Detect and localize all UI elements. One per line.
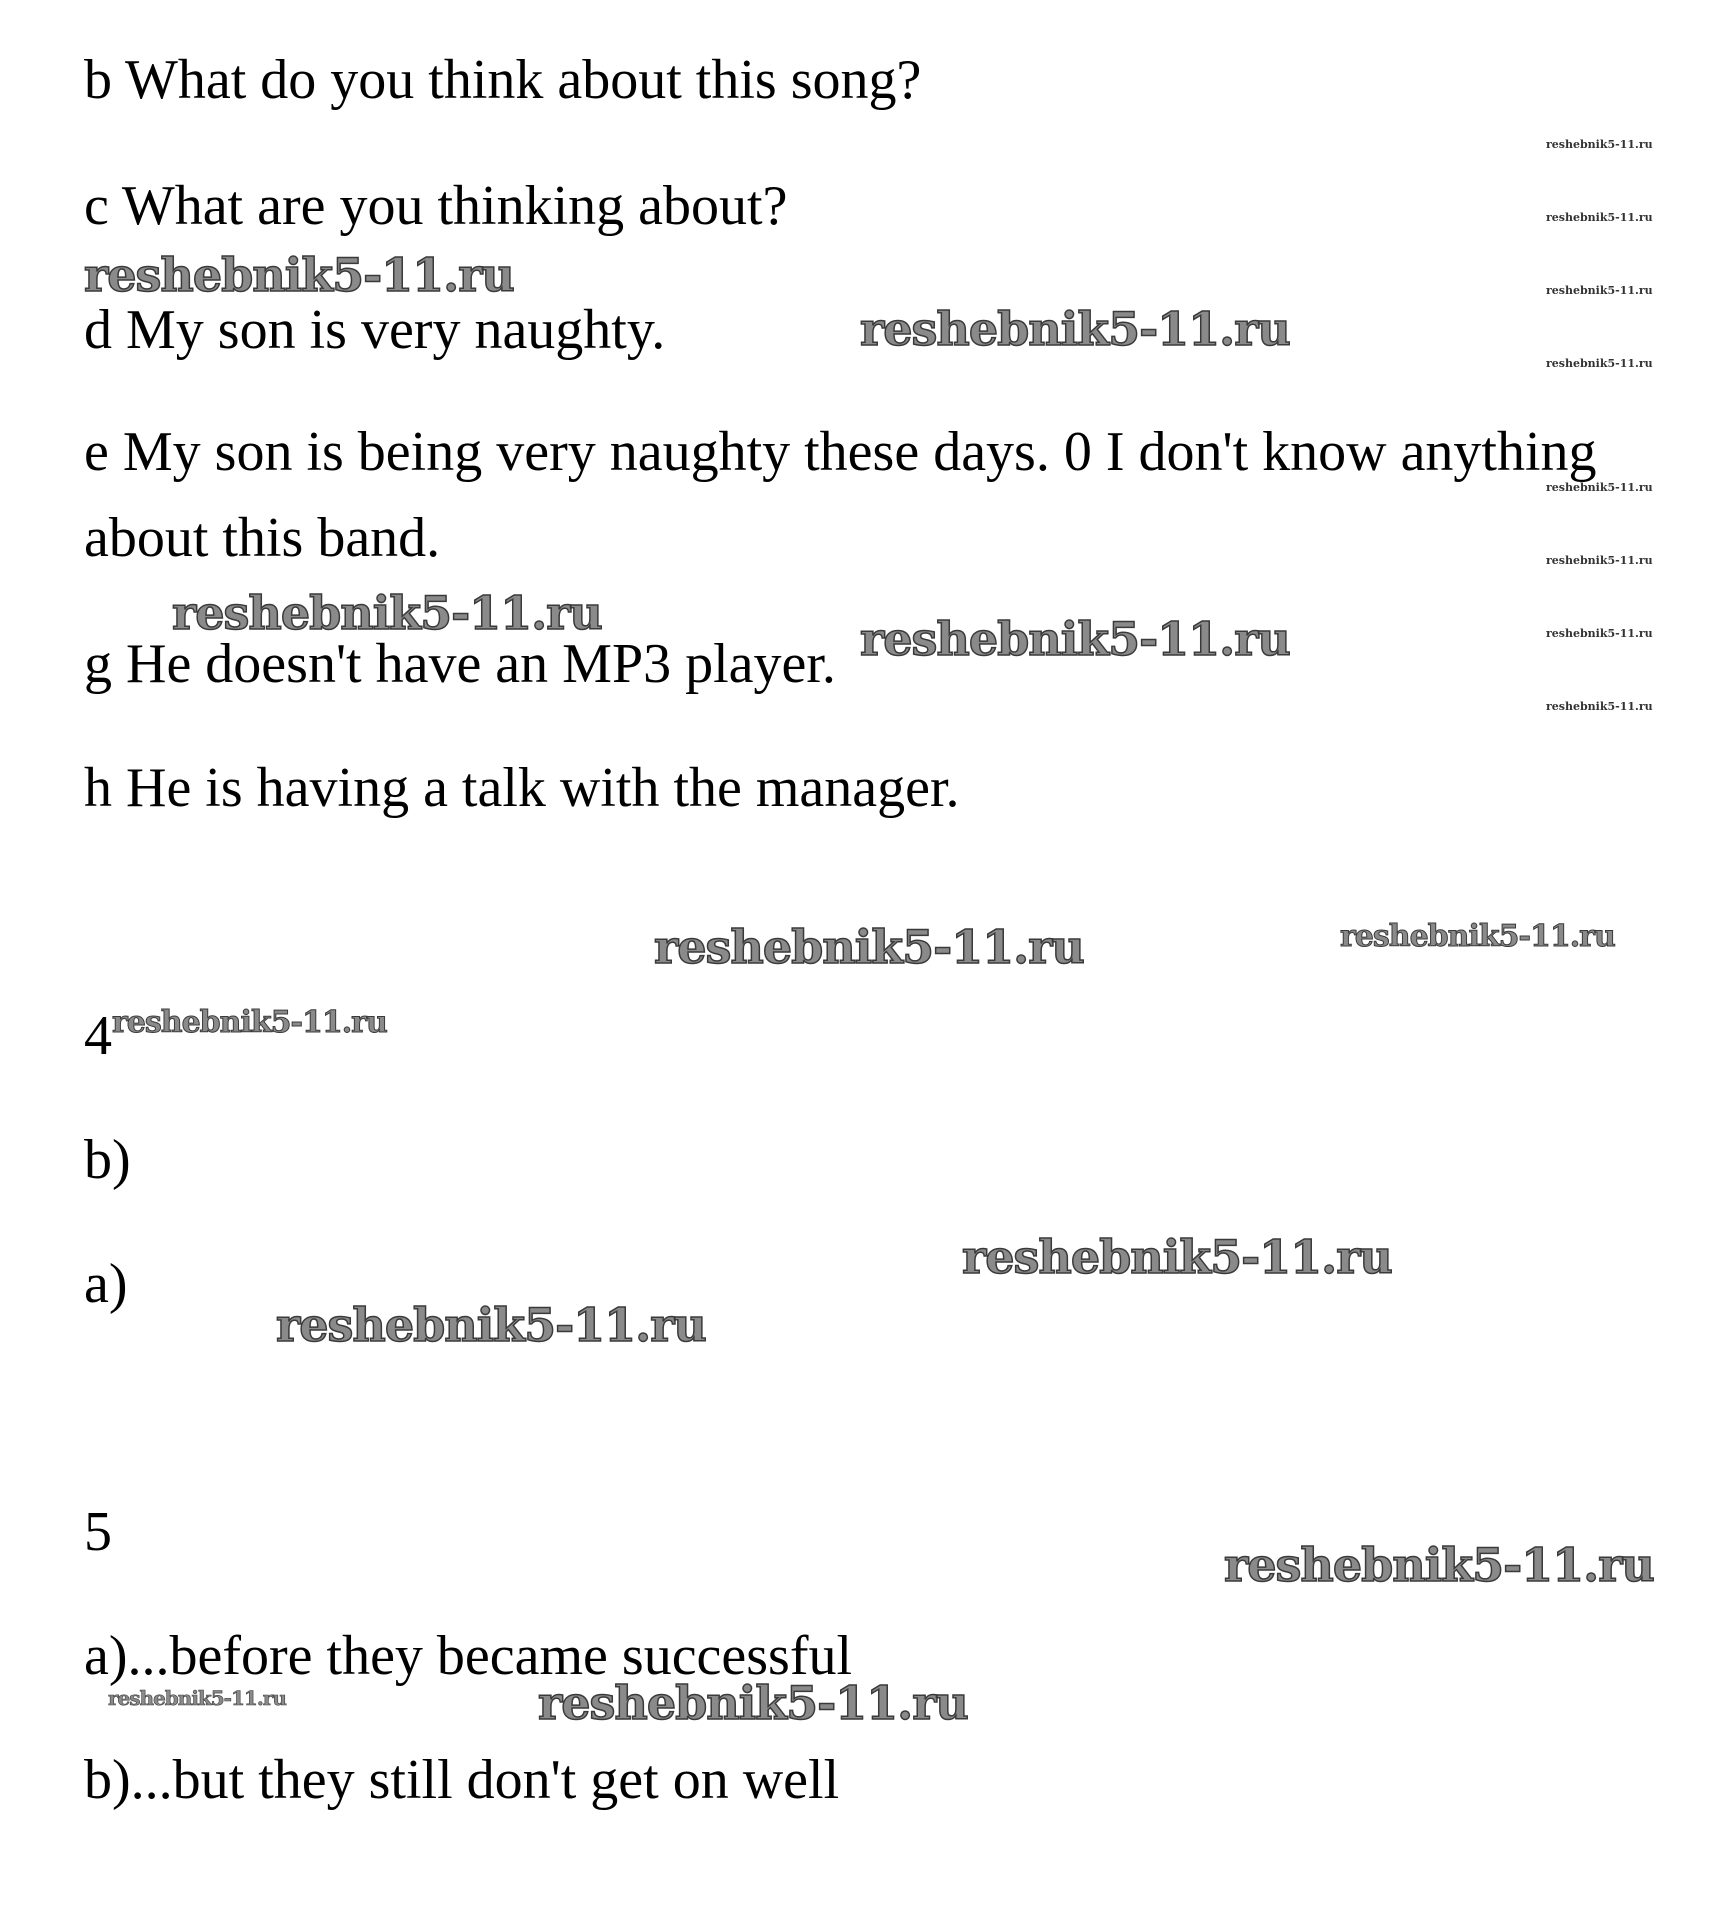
watermark: reshebnik5-11.ru: [84, 248, 514, 302]
watermark: reshebnik5-11.ru: [1546, 627, 1653, 640]
watermark: reshebnik5-11.ru: [1546, 700, 1653, 713]
watermark: reshebnik5-11.ru: [860, 612, 1290, 666]
watermark: reshebnik5-11.ru: [654, 920, 1084, 974]
watermark: reshebnik5-11.ru: [1546, 357, 1653, 370]
text-line-d-naughty: d My son is very naughty.: [84, 299, 666, 361]
watermark: reshebnik5-11.ru: [860, 302, 1290, 356]
text-line-e-being-naughty: e My son is being very naughty these days. 0 I don't know anything: [84, 421, 1597, 483]
watermark: reshebnik5-11.ru: [1546, 481, 1653, 494]
watermark: reshebnik5-11.ru: [962, 1230, 1392, 1284]
watermark: reshebnik5-11.ru: [1340, 919, 1615, 954]
watermark: reshebnik5-11.ru: [172, 586, 602, 640]
watermark: reshebnik5-11.ru: [108, 1686, 286, 1710]
text-line-b-song: b What do you think about this song?: [84, 49, 922, 111]
text-line-h-manager: h He is having a talk with the manager.: [84, 757, 960, 819]
text-line-g-mp3: g He doesn't have an MP3 player.: [84, 633, 836, 695]
section-number-4: 4: [84, 1005, 112, 1067]
watermark: reshebnik5-11.ru: [1546, 554, 1653, 567]
watermark: reshebnik5-11.ru: [112, 1005, 387, 1040]
watermark: reshebnik5-11.ru: [538, 1676, 968, 1730]
watermark: reshebnik5-11.ru: [1546, 138, 1653, 151]
watermark: reshebnik5-11.ru: [276, 1298, 706, 1352]
section-number-5: 5: [84, 1501, 112, 1563]
watermark: reshebnik5-11.ru: [1546, 211, 1653, 224]
watermark: reshebnik5-11.ru: [1546, 284, 1653, 297]
answer-label-b: b): [84, 1129, 131, 1191]
answer-label-a: a): [84, 1253, 128, 1315]
text-line-c-thinking: c What are you thinking about?: [84, 175, 788, 237]
watermark: reshebnik5-11.ru: [1224, 1538, 1654, 1592]
text-line-about-band: about this band.: [84, 507, 441, 569]
text-line-b-get-on-well: b)...but they still don't get on well: [84, 1749, 840, 1811]
text-line-a-successful: a)...before they became successful: [84, 1625, 853, 1687]
